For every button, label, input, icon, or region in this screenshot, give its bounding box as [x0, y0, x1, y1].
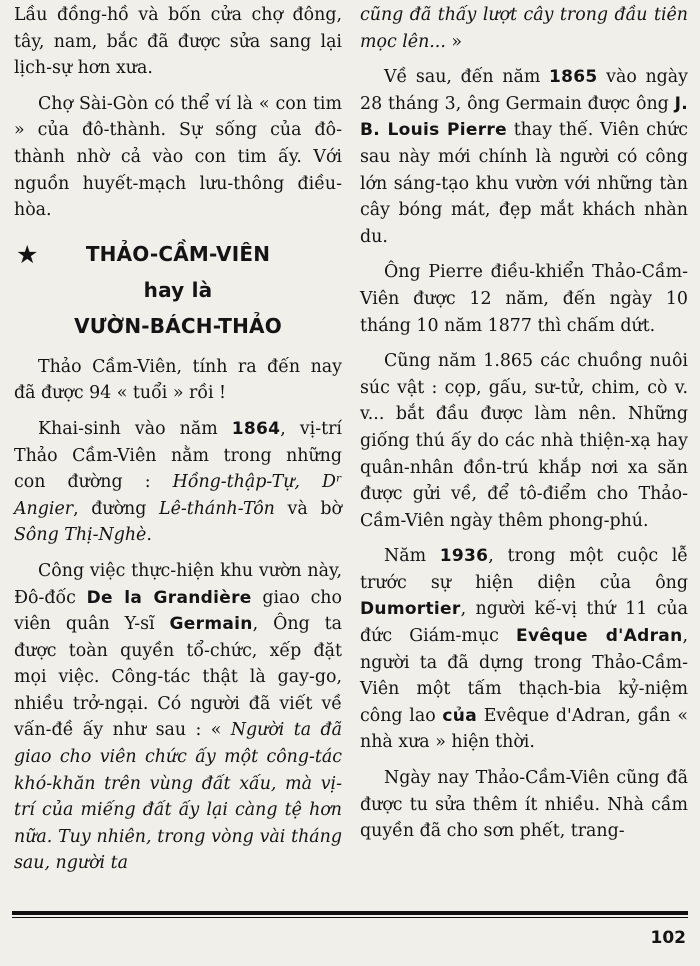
quotation: cũng đã thấy lượt cây trong đầu tiên mọc lên...: [360, 5, 688, 52]
paragraph-founding: [14, 416, 342, 549]
quotation: Người ta đã giao cho viên chức ấy một công-tác khó-khăn trên vùng đất xấu, mà vị-trí của miếng đất ấy lại càng tệ hơn nữa. Tuy nhiên, trong vòng vài tháng sau, người ta: [14, 720, 342, 874]
star-icon: ★: [16, 239, 39, 269]
word-cua: của: [442, 705, 477, 726]
heading-line-1: THẢO-CẦM-VIÊN: [85, 241, 271, 266]
footer-rule-thin: [12, 917, 688, 918]
heading-line-3: VƯỜN-BÁCH-THẢO: [74, 313, 282, 338]
text-run: , vị-trí Thảo Cầm-Viên nằm trong những con đường :: [14, 418, 342, 493]
text-run: .: [146, 525, 152, 546]
paragraph-construction: [14, 558, 342, 877]
river-name: Sông Thị-Nghè: [14, 525, 147, 546]
text-run: Về sau, đến năm: [384, 67, 549, 88]
paragraph-pierre-tenure: Ông Pierre điều-khiển Thảo-Cầm-Viên được 12 năm, đến ngày 10 tháng 10 năm 1877 thì chấm dứt.: [360, 262, 688, 336]
paragraph-age: Thảo Cầm-Viên, tính ra đến nay đã được 94 « tuổi » rồi !: [14, 356, 342, 404]
year-1936: 1936: [439, 546, 489, 567]
paragraph-quote-continued: [360, 2, 688, 55]
section-heading: [14, 236, 342, 344]
right-column: [360, 2, 688, 845]
text-run: thay thế. Viên chức sau này mới chính là người có công lớn sáng-tạo khu vườn với những tàn cây bóng mát, đẹp mắt khách nhàn du.: [360, 120, 688, 247]
text-run: , người kế-vị thứ 11 của đức Giám-mục: [360, 599, 688, 647]
text-run: giao cho viên quân Y-sĩ: [14, 587, 342, 635]
text-run: , đường: [73, 498, 160, 519]
text-run: Năm: [384, 546, 440, 567]
paragraph-today: Ngày nay Thảo-Cầm-Viên cũng đã được tu sửa thêm ít nhiều. Nhà cầm quyền đã cho sơn phết, trang-: [360, 768, 688, 842]
name-dumortier: Dumortier: [360, 599, 461, 620]
name-eveque-dadran: Evêque d'Adran: [516, 626, 683, 647]
left-column: [14, 2, 342, 877]
text-run: Khai-sinh vào năm: [38, 418, 232, 439]
year-1864: 1864: [231, 418, 281, 439]
paragraph-1936: [360, 543, 688, 756]
name-germain: Germain: [169, 614, 253, 635]
text-run: , Ông ta được toàn quyền tổ-chức, xếp đặt mọi việc. Công-tác thật là gay-go, nhiều trở-ngại. Có người đã viết về vấn-đề ấy như sau : «: [14, 614, 343, 741]
paragraph-market-gates: Lầu đồng-hồ và bốn cửa chợ đông, tây, nam, bắc đã được sửa sang lại lịch-sự hơn xưa.: [14, 5, 342, 79]
text-run: Công việc thực-hiện khu vườn này, Đô-đốc: [14, 560, 342, 608]
text-run: và bờ: [274, 498, 342, 519]
paragraph-pierre: [360, 64, 688, 250]
paragraph-animals: Cũng năm 1.865 các chuồng nuôi súc vật : cọp, gấu, sư-tử, chim, cò v. v... bắt đầu được làm nên. Những giống thú ấy do các nhà thiện-xạ hay quân-nhân đồn-trú khắp nơi xa săn được gửi về, để tô-điểm cho Thảo-Cầm-Viên ngày thêm phong-phú.: [360, 351, 688, 531]
footer-rule: [12, 911, 688, 915]
street-name: Lê-thánh-Tôn: [159, 498, 275, 519]
paragraph-market-heart: Chợ Sài-Gòn có thể ví là « con tim » của đô-thành. Sự sống của đô-thành nhờ cả vào con tim ấy. Với nguồn huyết-mạch lưu-thông điều-hòa.: [14, 93, 342, 221]
text-run: vào ngày 28 tháng 3, ông Germain được ông: [360, 67, 688, 114]
street-name: Hồng-thập-Tự, Dʳ Angier: [14, 472, 343, 519]
text-run: , trong một cuộc lễ trước sự hiện diện của ông: [360, 546, 688, 593]
heading-line-2: hay là: [143, 277, 213, 302]
year-1865: 1865: [548, 67, 598, 88]
name-pierre: J. B. Louis Pierre: [360, 93, 688, 141]
page-number: 102: [650, 928, 686, 948]
text-run: Evêque d'Adran, gần « nhà xưa » hiện thời.: [360, 705, 688, 753]
text-run: »: [445, 31, 463, 52]
text-run: , người ta đã dựng trong Thảo-Cầm-Viên một tấm thạch-bia kỷ-niệm công lao: [360, 626, 688, 726]
name-de-la-grandiere: De la Grandière: [86, 587, 252, 608]
